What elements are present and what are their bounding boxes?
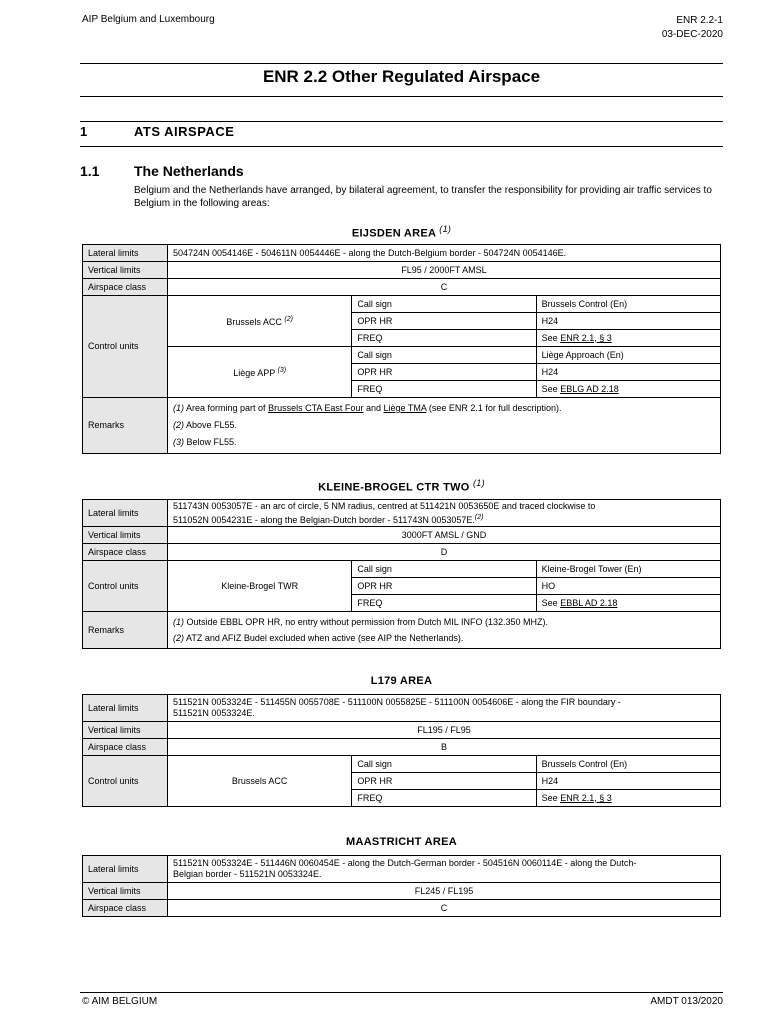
table-row [83,527,721,544]
kleine-remarks [168,612,721,649]
title-rule-top [80,63,723,64]
l179-oprhr: H24 [536,773,720,790]
table-row [83,262,721,279]
eijsden-unit2-freq: See EBLG AD 2.18 [536,381,720,398]
eijsden-title-note: (1) [439,224,452,234]
table-row [83,296,721,313]
table-row [83,856,721,883]
eijsden-lateral: 504724N 0054146E - 504611N 0054446E - along the Dutch-Belgium border - 504724N 0054146E. [168,245,721,262]
footer-rule [80,992,723,993]
kleine-remark-1: (1) Outside EBBL OPR HR, no entry without permission from Dutch MIL INFO (132.350 MHZ). [173,617,548,627]
row-label: Control units [83,296,168,398]
eijsden-class: C [168,279,721,296]
maastricht-title: MAASTRICHT AREA [345,836,458,848]
l179-lateral: 511521N 0053324E - 511455N 0055708E - 511100N 0055825E - 511100N 0054606E - along the FIR boundary - 511521N 0053324E. [168,695,721,722]
oprhr-label: OPR HR [352,578,536,595]
table-row [83,756,721,773]
eijsden-unit2: Liège APP $^{(3)}$ [168,347,352,398]
eijsden-remark-2: (2) Above FL55. [173,420,238,430]
doc-title: ENR 2.2 Other Regulated Airspace [262,67,541,86]
row-label: Lateral limits [83,856,168,883]
eijsden-unit1-oprhr: H24 [536,313,720,330]
maastricht-table [82,855,721,917]
section1-rule-top [80,121,723,122]
brussels-cta-link[interactable]: Brussels CTA East Four [268,403,364,413]
l179-class: B [168,739,721,756]
row-label: Control units [83,561,168,612]
row-label: Vertical limits [83,883,168,900]
liege-tma-link[interactable]: Liège TMA [383,403,427,413]
eblg-link[interactable]: EBLG AD 2.18 [560,383,619,394]
kleine-table [82,499,721,649]
freq-label: FREQ [352,330,536,347]
ebbl-link[interactable]: EBBL AD 2.18 [560,597,618,608]
section11-heading [80,163,244,179]
eijsden-unit1: Brussels ACC $^{(2)}$ [168,296,352,347]
section1-title: ATS AIRSPACE [134,124,235,139]
eijsden-remarks [168,398,721,454]
section1-num: 1 [80,124,88,139]
eijsden-vertical: FL95 / 2000FT AMSL [168,262,721,279]
l179-title: L179 AREA [370,675,433,687]
table-row [83,883,721,900]
kleine-unit: Kleine-Brogel TWR [168,561,352,612]
table-row [83,739,721,756]
kleine-oprhr: HO [536,578,720,595]
row-label: Remarks [83,398,168,454]
row-label: Control units [83,756,168,807]
footer-left: © AIM BELGIUM [82,996,158,1007]
l179-unit: Brussels ACC [168,756,352,807]
eijsden-unit2-callsign: Liège Approach (En) [536,347,720,364]
row-label: Lateral limits [83,500,168,527]
maastricht-lateral: 511521N 0053324E - 511446N 0060454E - along the Dutch-German border - 504516N 0060114E - along the Dutch- Belgian border - 511521N 0053324E. [168,856,721,883]
l179-freq: See ENR 2.1, § 3 [536,790,720,807]
footer-right: AMDT 013/2020 [650,996,723,1007]
maastricht-class: C [168,900,721,917]
section11-intro: Belgium and the Netherlands have arranged, by bilateral agreement, to transfer the responsibility for providing air traffic services to Belgium in the following areas: [134,185,712,209]
kleine-callsign: Kleine-Brogel Tower (En) [536,561,720,578]
header-date: 03-DEC-2020 [661,29,723,40]
table-row [83,612,721,649]
section11-num: 1.1 [80,163,100,179]
table-row [83,398,721,454]
table-row [83,347,721,364]
section1-rule-bottom [80,146,723,147]
table-row [83,500,721,527]
eijsden-unit1-freq: See ENR 2.1, § 3 [536,330,720,347]
freq-label: FREQ [352,790,536,807]
eijsden-remark-1: (1) Area forming part of Brussels CTA East Four and Liège TMA (see ENR 2.1 for full description). [173,403,562,413]
eijsden-table [82,244,721,454]
callsign-label: Call sign [352,347,536,364]
callsign-label: Call sign [352,296,536,313]
row-label: Vertical limits [83,722,168,739]
oprhr-label: OPR HR [352,364,536,381]
row-label: Airspace class [83,279,168,296]
row-label: Airspace class [83,900,168,917]
table-row [83,695,721,722]
eijsden-unit2-oprhr: H24 [536,364,720,381]
kleine-remark-2: (2) ATZ and AFIZ Budel excluded when active (see AIP the Netherlands). [173,633,464,643]
l179-callsign: Brussels Control (En) [536,756,720,773]
row-label: Airspace class [83,544,168,561]
maastricht-vertical: FL245 / FL195 [168,883,721,900]
freq-label: FREQ [352,595,536,612]
table-row [83,245,721,262]
row-label: Vertical limits [83,527,168,544]
kleine-class: D [168,544,721,561]
section11-title: The Netherlands [134,163,244,179]
eijsden-title: EIJSDEN AREA $^{(1)}$ [351,224,452,240]
table-row [83,544,721,561]
enr-link[interactable]: ENR 2.1, § 3 [560,792,612,803]
header-ref: ENR 2.2-1 [676,15,723,26]
eijsden-unit1-callsign: Brussels Control (En) [536,296,720,313]
enr-link[interactable]: ENR 2.1, § 3 [560,332,612,343]
table-row [83,561,721,578]
row-label: Vertical limits [83,262,168,279]
row-label: Airspace class [83,739,168,756]
table-row [83,900,721,917]
row-label: Lateral limits [83,245,168,262]
title-rule-bottom [80,96,723,97]
oprhr-label: OPR HR [352,773,536,790]
callsign-label: Call sign [352,756,536,773]
callsign-label: Call sign [352,561,536,578]
row-label: Lateral limits [83,695,168,722]
kleine-freq: See EBBL AD 2.18 [536,595,720,612]
freq-label: FREQ [352,381,536,398]
eijsden-remark-3: (3) Below FL55. [173,437,237,447]
header-left: AIP Belgium and Luxembourg [82,14,215,25]
table-row [83,279,721,296]
kleine-title: KLEINE-BROGEL CTR TWO $^{(1)}$ [318,478,485,494]
row-label: Remarks [83,612,168,649]
kleine-vertical: 3000FT AMSL / GND [168,527,721,544]
oprhr-label: OPR HR [352,313,536,330]
kleine-lateral: 511743N 0053057E - an arc of circle, 5 NM radius, centred at 511421N 0053650E and traced clockwise to 511052N 0054231E - along the Belgian-Dutch border - 511743N 0053057E.$^{(2)}$ [168,500,721,527]
header-right [662,14,723,42]
kleine-title-note: (1) [473,478,485,488]
l179-table [82,694,721,807]
table-row [83,722,721,739]
section1-heading [80,124,234,139]
l179-vertical: FL195 / FL95 [168,722,721,739]
